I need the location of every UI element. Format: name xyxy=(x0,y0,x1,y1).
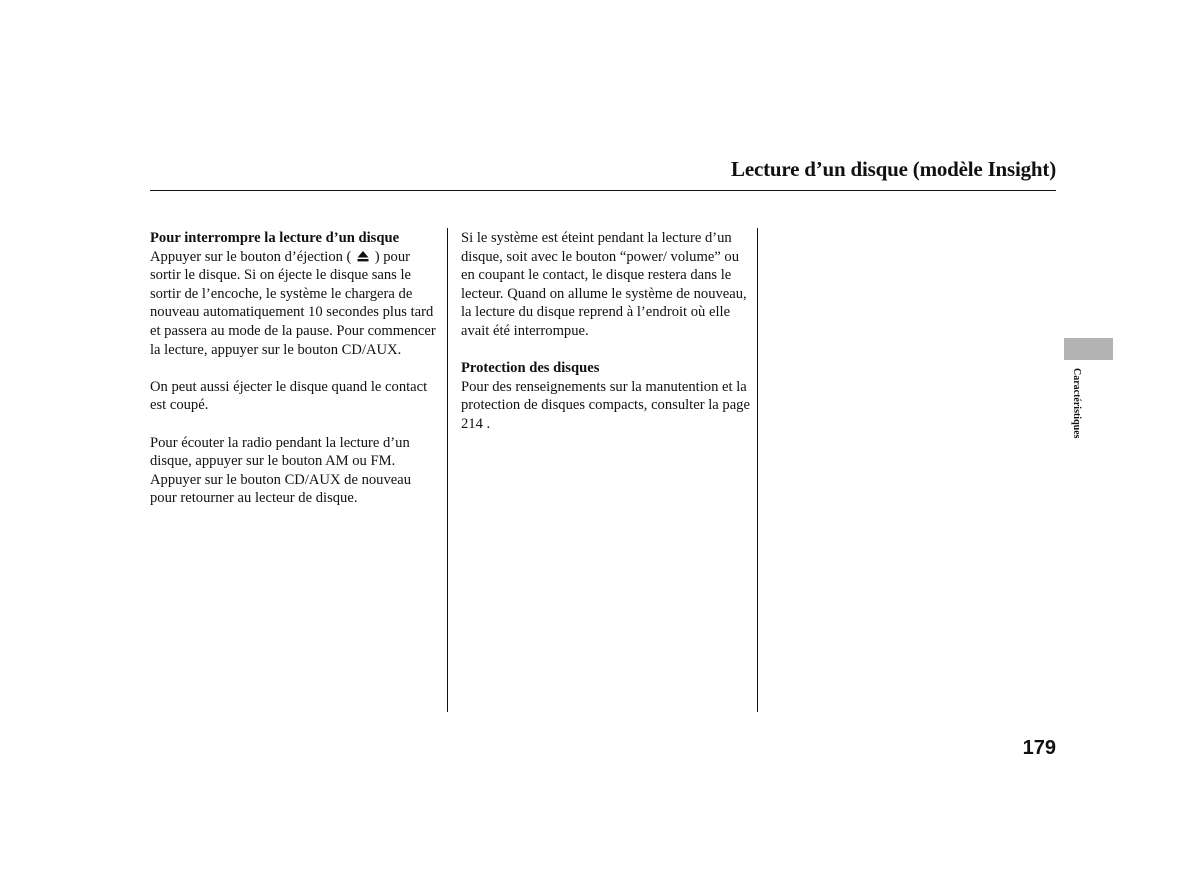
paragraph-radio-during-disc: Pour écouter la radio pendant la lecture d’un disque, appuyer sur le bouton AM ou FM. Appuyer sur le bouton CD/AUX de nouveau pour retourner au lecteur de disque. xyxy=(150,434,412,507)
column-divider xyxy=(447,228,448,712)
section-tab xyxy=(1064,338,1113,360)
paragraph-disc-protection xyxy=(461,359,751,433)
text-eject-after: ) pour sortir le disque. Si on éjecte le disque sans le sortir de l’encoche, le système le chargera de nouveau automatiquement 10 secondes plus tard et passera au mode de la pause. Pour commencer la lecture, appuyer sur le bouton CD/AUX. xyxy=(150,248,436,358)
heading-stop-playback: Pour interrompre la lecture d’un disque xyxy=(150,230,400,246)
eject-icon xyxy=(357,250,369,262)
text-column-left xyxy=(150,229,436,527)
title-rule xyxy=(150,190,1056,191)
paragraph-stop-playback xyxy=(150,229,436,359)
text-eject-before: Appuyer sur le bouton d’éjection ( xyxy=(150,248,352,265)
text-column-middle xyxy=(461,229,751,452)
column-divider xyxy=(757,228,758,712)
page-title: Lecture d’un disque (modèle Insight) xyxy=(731,157,1056,181)
section-label: Caractéristiques xyxy=(1071,368,1082,439)
text-disc-protection: Pour des renseignements sur la manutention et la protection de disques compacts, consulter la page 214 . xyxy=(461,378,750,432)
heading-disc-protection: Protection des disques xyxy=(461,360,600,377)
page-number: 179 xyxy=(1022,737,1056,759)
paragraph-eject-ignition-off: On peut aussi éjecter le disque quand le contact est coupé. xyxy=(150,378,428,414)
paragraph-system-off: Si le système est éteint pendant la lecture d’un disque, soit avec le bouton “power/ volume” ou en coupant le contact, le disque restera dans le lecteur. Quand on allume le système de nouveau, la lecture du disque reprend à l’endroit où elle avait été interrompue. xyxy=(461,230,747,339)
